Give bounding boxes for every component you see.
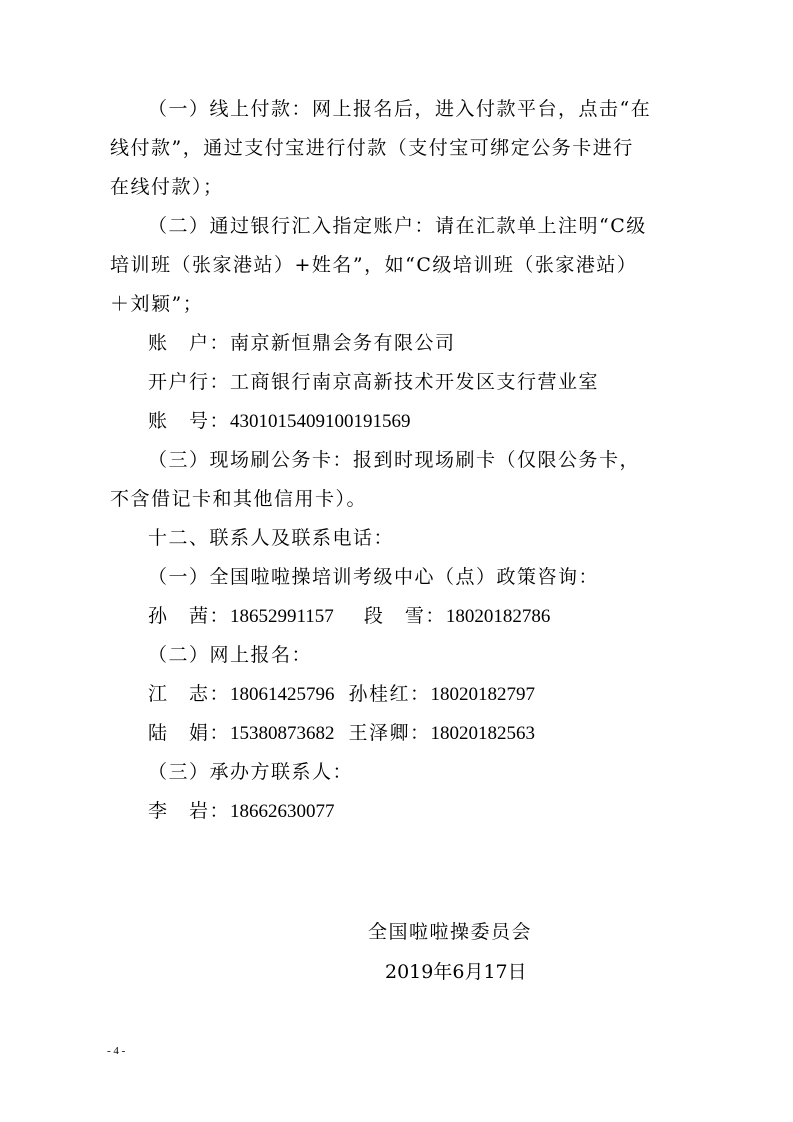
organizer-contacts-row xyxy=(148,799,335,824)
contact-name: 江 志： xyxy=(148,683,231,705)
account-number-value: 4301015409100191569 xyxy=(230,411,411,432)
contact-name: 孙桂红： xyxy=(348,683,431,705)
policy-heading: （一）全国啦啦操培训考级中心（点）政策咨询： xyxy=(148,566,600,588)
card-payment-line-2: 不含借记卡和其他信用卡）。 xyxy=(110,488,368,510)
card-payment-line-1: （三）现场刷公务卡：报到时现场刷卡（仅限公务卡， xyxy=(148,449,641,471)
policy-contacts-row xyxy=(148,604,550,629)
account-name-row xyxy=(148,331,456,355)
contact-phone: 18652991157 xyxy=(230,606,334,627)
bank-name-label: 开户行： xyxy=(148,371,231,393)
online-payment-line-3: 在线付款）； xyxy=(110,176,224,198)
bank-transfer-line-3: ＋刘颖”； xyxy=(110,293,204,315)
contact-name: 李 岩： xyxy=(148,800,231,822)
signature-date: 2019年6月17日 xyxy=(385,961,527,983)
signature-organization: 全国啦啦操委员会 xyxy=(368,921,533,943)
online-contacts-row-2 xyxy=(148,721,535,746)
bank-transfer-line-1: （二）通过银行汇入指定账户：请在汇款单上注明“C级 xyxy=(148,215,647,237)
contact-name: 段 雪： xyxy=(363,605,446,627)
contact-name: 王泽卿： xyxy=(348,722,431,744)
bank-name-row xyxy=(148,370,599,394)
bank-transfer-line-2: 培训班（张家港站）+姓名”，如“C级培训班（张家港站） xyxy=(110,254,638,276)
online-payment-line-2: 线付款”，通过支付宝进行付款（支付宝可绑定公务卡进行 xyxy=(110,137,634,159)
contact-phone: 18020182563 xyxy=(430,723,536,744)
contact-phone: 18662630077 xyxy=(230,801,335,822)
organizer-heading: （三）承办方联系人： xyxy=(148,761,354,783)
account-number-row xyxy=(148,409,411,434)
page-number: - 4 - xyxy=(107,1045,126,1057)
account-number-label: 账 号： xyxy=(148,410,231,432)
online-contacts-row-1 xyxy=(148,682,535,707)
contact-name: 孙 茜： xyxy=(148,605,231,627)
contact-phone: 18061425796 xyxy=(230,684,335,705)
contact-phone: 18020182797 xyxy=(430,684,536,705)
account-name-label: 账 户： xyxy=(148,332,231,354)
account-name-value: 南京新恒鼎会务有限公司 xyxy=(230,332,456,354)
online-payment-line-1: （一）线上付款：网上报名后，进入付款平台，点击“在 xyxy=(148,98,652,120)
contact-phone: 18020182786 xyxy=(445,606,551,627)
contacts-heading: 十二、联系人及联系电话： xyxy=(148,527,395,549)
contact-phone: 15380873682 xyxy=(230,723,335,744)
online-heading: （二）网上报名： xyxy=(148,644,313,666)
bank-name-value: 工商银行南京高新技术开发区支行营业室 xyxy=(230,371,600,393)
contact-name: 陆 娟： xyxy=(148,722,231,744)
